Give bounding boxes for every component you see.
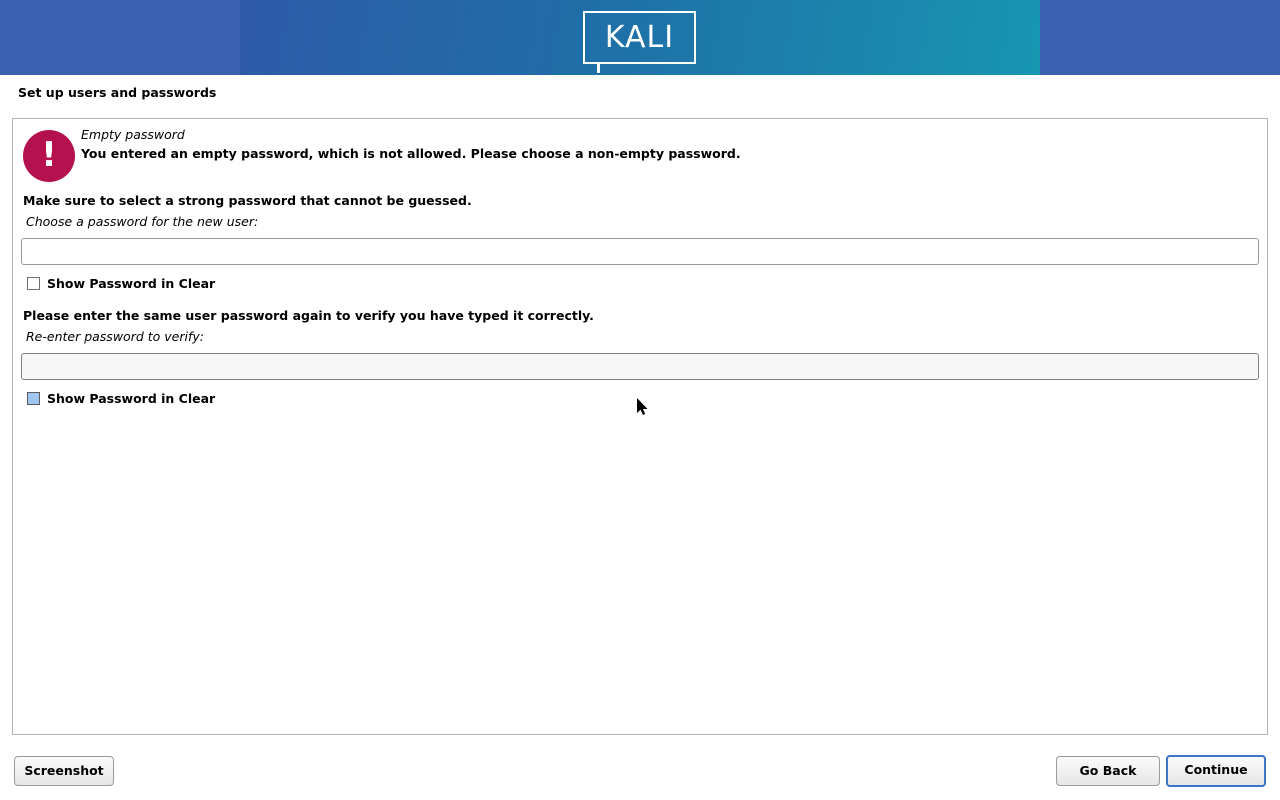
password-field-label: Choose a password for the new user: [26,214,259,229]
page-title: Set up users and passwords [18,85,217,100]
installer-panel [12,118,1268,735]
verify-password-note: Please enter the same user password again to verify you have typed it correctly. [23,308,594,323]
error-title: Empty password [81,127,185,142]
go-back-button[interactable]: Go Back [1056,756,1160,786]
show-password-2-checkbox[interactable] [27,392,40,405]
banner-left-fill [0,0,240,75]
exclamation-icon: ! [23,130,75,182]
show-password-2-label: Show Password in Clear [47,391,216,406]
password-input[interactable] [21,238,1259,265]
screenshot-button[interactable]: Screenshot [14,756,114,786]
error-message: You entered an empty password, which is not allowed. Please choose a non-empty password. [81,146,741,161]
continue-button[interactable]: Continue [1166,755,1266,787]
kali-logo: KALI [583,11,696,64]
verify-password-input[interactable] [21,353,1259,380]
show-password-1-label: Show Password in Clear [47,276,216,291]
kali-banner [0,0,1280,75]
verify-field-label: Re-enter password to verify: [26,329,204,344]
show-password-1-checkbox[interactable] [27,277,40,290]
banner-right-fill [1040,0,1280,75]
strong-password-note: Make sure to select a strong password that cannot be guessed. [23,193,472,208]
